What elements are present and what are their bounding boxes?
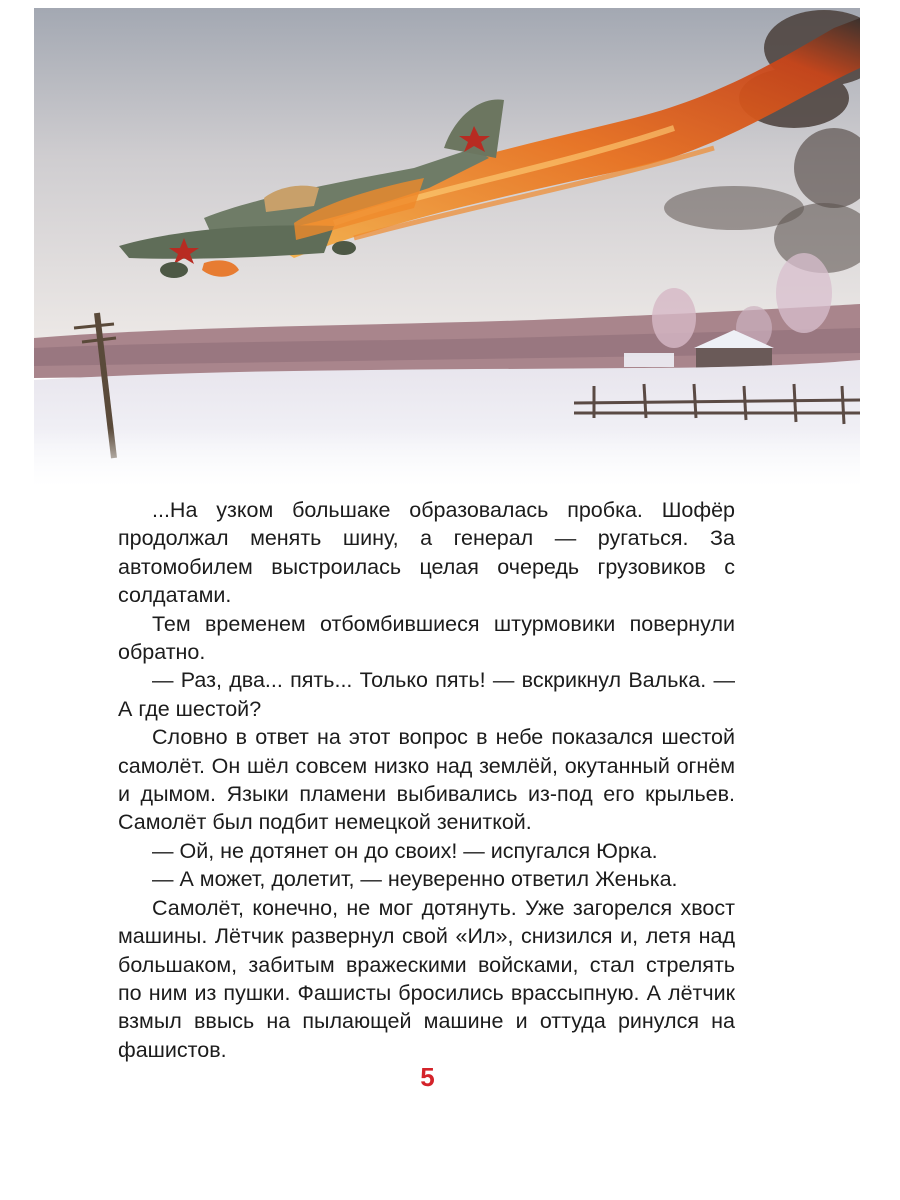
- paragraph: Тем временем отбомбившиеся штурмовики повернули обратно.: [118, 611, 735, 665]
- paragraph: — Раз, два... пять... Только пять! — вскрикнул Валька. — А где шестой?: [118, 668, 735, 721]
- paragraph: ...На узком большаке образовалась пробка. Шофёр продолжал менять шину, а генерал — ругаться. За автомобилем выстроилась целая очередь грузовиков с солдатами.: [118, 498, 735, 608]
- paragraph: — А может, долетит, — неуверенно ответил Женька.: [152, 867, 678, 892]
- page-number: 5: [420, 1062, 435, 1092]
- paragraph: — Ой, не дотянет он до своих! — испугался Юрка.: [152, 838, 658, 863]
- story-text: [118, 496, 735, 1064]
- burning-plane-illustration: [34, 8, 860, 486]
- paragraph: Словно в ответ на этот вопрос в небе показался шестой самолёт. Он шёл совсем низко над землёй, окутанный огнём и дымом. Языки пламени выбивались из-под его крыльев. Самолёт был подбит немецкой зениткой.: [118, 725, 735, 835]
- paragraph: Самолёт, конечно, не мог дотянуть. Уже загорелся хвост машины. Лётчик развернул свой «Ил», снизился и, летя над большаком, забитым вражескими войсками, стал стрелять по ним из пушки. Фашисты бросились врассыпную. А лётчик взмыл ввысь на пылающей машине и оттуда ринулся на фашистов.: [118, 895, 735, 1062]
